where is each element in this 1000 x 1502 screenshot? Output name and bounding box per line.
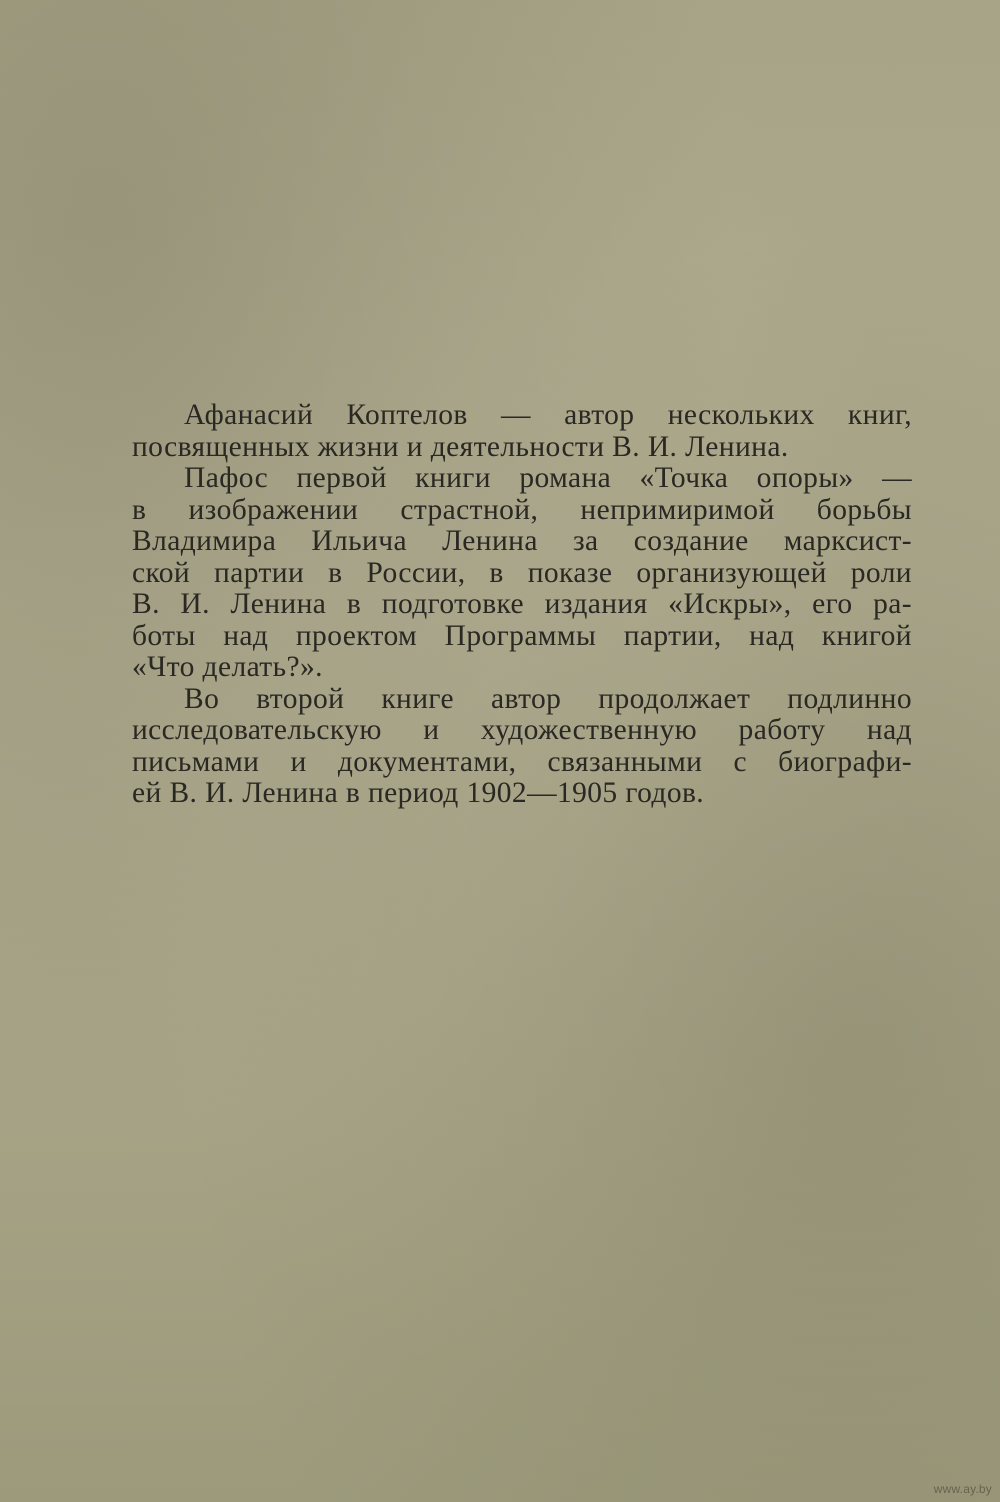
watermark: www.ay.by [933, 1482, 992, 1496]
text-line: Афанасий Коптелов — автор нескольких книг, [184, 399, 912, 431]
text-line: боты над проектом Программы партии, над книгой [132, 619, 912, 652]
text-line: посвященных жизни и деятельности В. И. Ленина. [132, 430, 789, 463]
text-line: Владимира Ильича Ленина за создание марксист- [132, 525, 912, 557]
text-line: письмами и документами, связанными с биографи- [132, 745, 912, 778]
text-line: Во второй книге автор продолжает подлинно [184, 682, 912, 715]
text-line: в изображении страстной, непримиримой борьбы [132, 493, 912, 526]
text-line: Пафос первой книги романа «Точка опоры» — [184, 462, 912, 494]
text-line: ей В. И. Ленина в период 1902—1905 годов. [132, 777, 705, 809]
text-line: ской партии в России, в показе организующей роли [132, 556, 912, 589]
annotation-text [132, 400, 912, 810]
text-line: исследовательскую и художественную работу над [132, 714, 912, 746]
text-line: «Что делать?». [132, 651, 323, 683]
text-line: В. И. Ленина в подготовке издания «Искры», его ра- [132, 588, 912, 620]
